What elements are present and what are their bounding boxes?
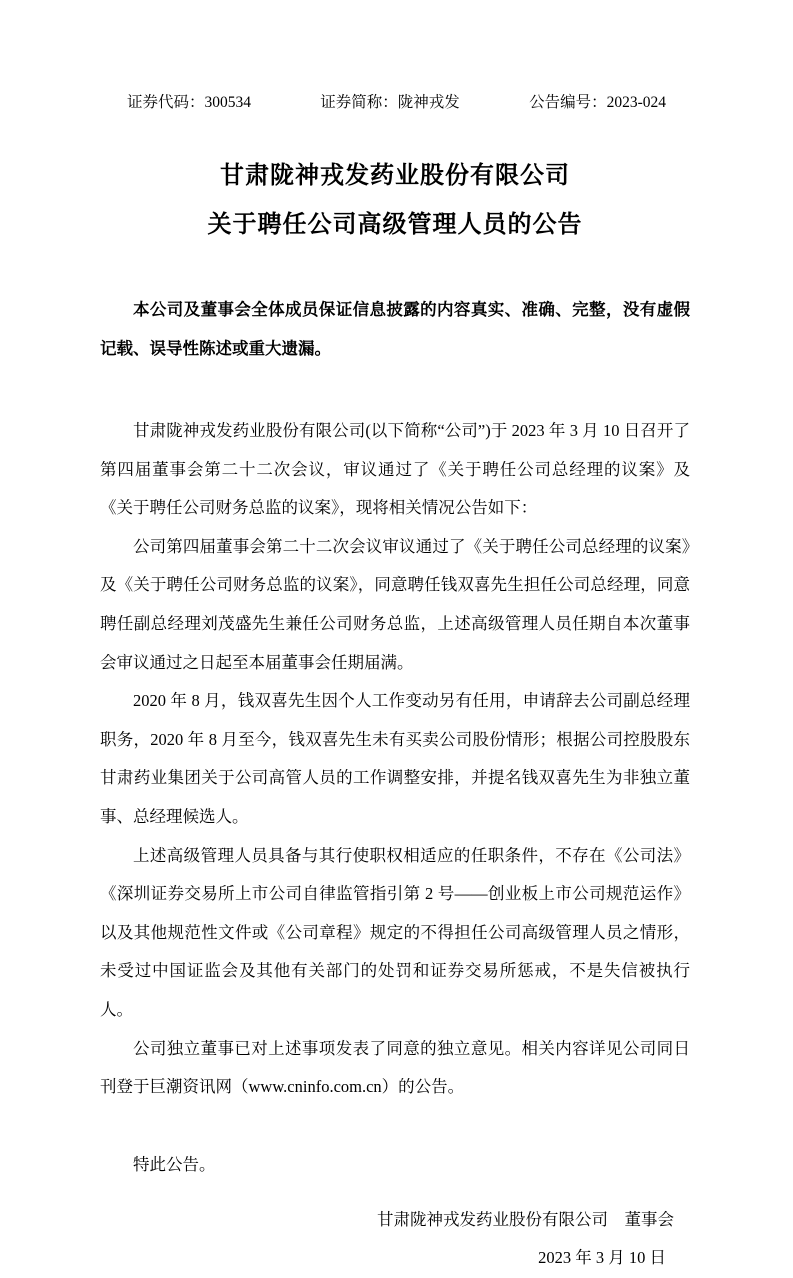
signature-block (100, 1201, 690, 1278)
paragraph-appointments: 公司第四届董事会第二十二次会议审议通过了《关于聘任公司总经理的议案》及《关于聘任公司财务总监的议案》，同意聘任钱双喜先生担任公司总经理，同意聘任副总经理刘茂盛先生兼任公司财务总监，上述高级管理人员任期自本次董事会审议通过之日起至本届董事会任期届满。 (100, 536, 690, 672)
signature-company: 甘肃陇神戎发药业股份有限公司 董事会 (377, 1209, 674, 1229)
paragraph-qian-background: 2020 年 8 月，钱双喜先生因个人工作变动另有任用，申请辞去公司副总经理职务，2020 年 8 月至今，钱双喜先生未有买卖公司股份情形；根据公司控股股东甘肃药业集团关于公司高管人员的工作调整安排，并提名钱双喜先生为非独立董事、总经理候选人。 (100, 691, 690, 826)
closing-remark: 特此公告。 (133, 1154, 216, 1174)
stock-name: 证券简称：陇神戎发 (320, 94, 460, 111)
company-name-title: 甘肃陇神戎发药业股份有限公司 (220, 162, 570, 189)
announcement-body (100, 412, 690, 1107)
stock-code: 证券代码：300534 (127, 94, 252, 111)
announcement-header (100, 93, 690, 113)
announcement-subject-title: 关于聘任公司高级管理人员的公告 (207, 211, 583, 238)
paragraph-meeting-overview: 甘肃陇神戎发药业股份有限公司(以下简称“公司”)于 2023 年 3 月 10 日召开了第四届董事会第二十二次会议，审议通过了《关于聘任公司总经理的议案》及《关于聘任公司财务总监的议案》，现将相关情况公告如下： (100, 421, 690, 518)
announcement-title (100, 151, 690, 249)
announcement-number: 公告编号：2023-024 (529, 94, 666, 111)
paragraph-independent-directors: 公司独立董事已对上述事项发表了同意的独立意见。相关内容详见公司同日刊登于巨潮资讯网（www.cninfo.com.cn）的公告。 (100, 1038, 690, 1097)
truthfulness-statement: 本公司及董事会全体成员保证信息披露的内容真实、准确、完整，没有虚假记载、误导性陈述或重大遗漏。 (100, 301, 690, 358)
paragraph-qualifications: 上述高级管理人员具备与其行使职权相适应的任职条件，不存在《公司法》《深圳证券交易所上市公司自律监管指引第 2 号——创业板上市公司规范运作》以及其他规范性文件或《公司章程》规定的不得担任公司高级管理人员之情形，未受过中国证监会及其他有关部门的处罚和证券交易所惩戒，不是失信被执行人。 (100, 845, 690, 1019)
signature-date: 2023 年 3 月 10 日 (538, 1248, 666, 1268)
